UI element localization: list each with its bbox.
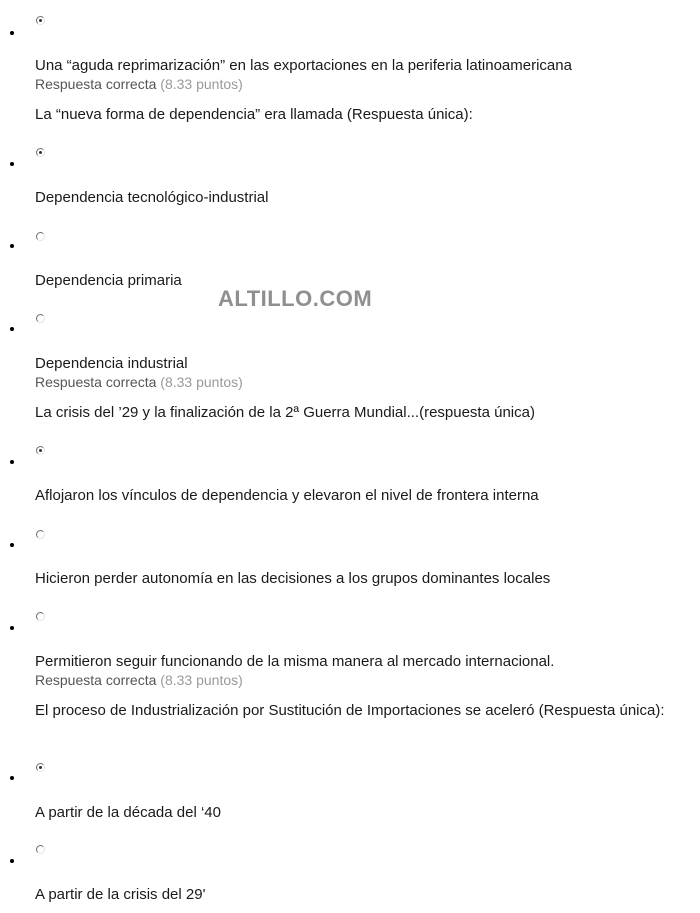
score-label: Respuesta correcta bbox=[35, 76, 157, 92]
score-line bbox=[35, 672, 243, 688]
list-bullet bbox=[10, 162, 14, 166]
option-label: Dependencia industrial bbox=[35, 355, 188, 372]
score-line bbox=[35, 374, 243, 390]
option-label: A partir de la década del ‘40 bbox=[35, 804, 221, 821]
radio-crisis-1[interactable] bbox=[36, 530, 45, 539]
list-bullet bbox=[10, 31, 14, 35]
radio-dependencia-1[interactable] bbox=[36, 232, 45, 241]
score-label: Respuesta correcta bbox=[35, 374, 157, 390]
option-label: A partir de la crisis del 29' bbox=[35, 886, 206, 903]
option-label: Hicieron perder autonomía en las decisiones a los grupos dominantes locales bbox=[35, 570, 551, 587]
radio-crisis-0[interactable] bbox=[36, 446, 45, 455]
score-points: (8.33 puntos) bbox=[160, 672, 243, 688]
list-bullet bbox=[10, 626, 14, 630]
radio-isi-1[interactable] bbox=[36, 845, 45, 854]
score-points: (8.33 puntos) bbox=[160, 76, 243, 92]
radio-isi-0[interactable] bbox=[36, 763, 45, 772]
question-text: La crisis del ’29 y la finalización de la 2ª Guerra Mundial...(respuesta única) bbox=[35, 404, 535, 421]
radio-crisis-2[interactable] bbox=[36, 612, 45, 621]
score-line bbox=[35, 76, 243, 92]
radio-dependencia-2[interactable] bbox=[36, 314, 45, 323]
option-label: Permitieron seguir funcionando de la misma manera al mercado internacional. bbox=[35, 653, 555, 670]
score-label: Respuesta correcta bbox=[35, 672, 157, 688]
question-text: El proceso de Industrialización por Sustitución de Importaciones se aceleró (Respuesta única): bbox=[35, 702, 665, 719]
list-bullet bbox=[10, 859, 14, 863]
list-bullet bbox=[10, 460, 14, 464]
option-label: Dependencia tecnológico-industrial bbox=[35, 189, 269, 206]
score-points: (8.33 puntos) bbox=[160, 374, 243, 390]
list-bullet bbox=[10, 543, 14, 547]
question-text: La “nueva forma de dependencia” era llamada (Respuesta única): bbox=[35, 106, 473, 123]
list-bullet bbox=[10, 327, 14, 331]
option-label: Aflojaron los vínculos de dependencia y elevaron el nivel de frontera interna bbox=[35, 487, 539, 504]
watermark: ALTILLO.COM bbox=[218, 286, 373, 311]
list-bullet bbox=[10, 244, 14, 248]
option-label: Dependencia primaria bbox=[35, 272, 182, 289]
radio-dependencia-0[interactable] bbox=[36, 148, 45, 157]
list-bullet bbox=[10, 776, 14, 780]
option-label: Una “aguda reprimarización” en las exportaciones en la periferia latinoamericana bbox=[35, 57, 572, 74]
radio-prev-answer[interactable] bbox=[36, 16, 45, 25]
